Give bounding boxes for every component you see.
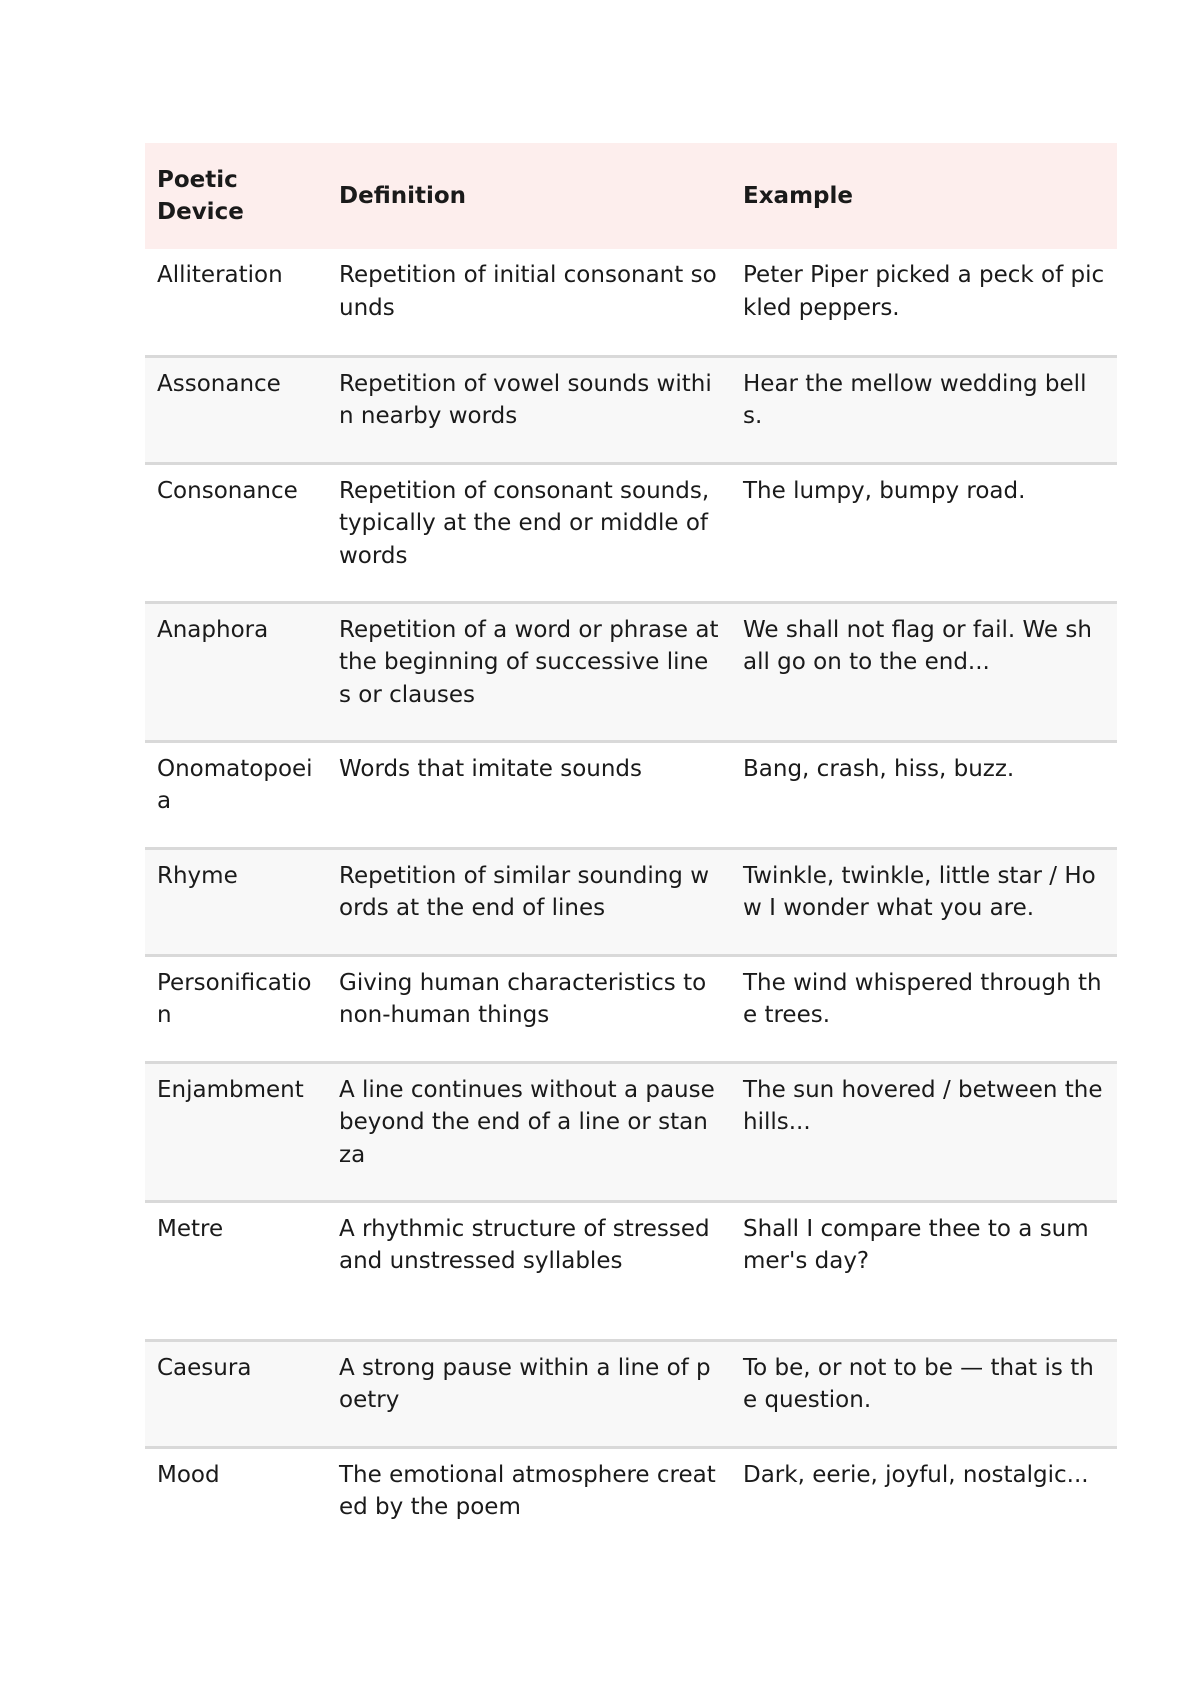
example-cell: The wind whispered through the trees. [731, 955, 1117, 1062]
header-definition: Definition [339, 182, 467, 209]
table-row [145, 1062, 1117, 1201]
table-header-row [145, 143, 1117, 249]
definition-cell: Words that imitate sounds [327, 741, 731, 848]
example-cell: The sun hovered / between the hills... [731, 1062, 1117, 1201]
table-row [145, 463, 1117, 602]
table-row [145, 356, 1117, 463]
example-cell: Peter Piper picked a peck of pickled peppers. [743, 262, 1105, 321]
device-cell: Mood [145, 1447, 327, 1554]
table-row [145, 955, 1117, 1062]
device-cell: Assonance [145, 356, 327, 463]
device-cell: Rhyme [145, 848, 327, 955]
example-cell: Shall I compare thee to a summer's day? [731, 1201, 1117, 1340]
example-cell: The lumpy, bumpy road. [731, 463, 1117, 602]
device-cell: Alliteration [157, 262, 283, 288]
table-row [145, 1201, 1117, 1340]
example-cell: Dark, eerie, joyful, nostalgic... [731, 1447, 1117, 1554]
definition-cell: Repetition of vowel sounds within nearby words [327, 356, 731, 463]
example-cell: We shall not flag or fail. We shall go on to the end... [731, 602, 1117, 741]
example-cell: To be, or not to be — that is the question. [731, 1340, 1117, 1447]
example-cell: Twinkle, twinkle, little star / How I wonder what you are. [731, 848, 1117, 955]
definition-cell: Repetition of similar sounding words at the end of lines [327, 848, 731, 955]
definition-cell: A line continues without a pause beyond the end of a line or stanza [327, 1062, 731, 1201]
device-cell: Metre [145, 1201, 327, 1340]
definition-cell: Repetition of consonant sounds, typically at the end or middle of words [327, 463, 731, 602]
table-row [145, 848, 1117, 955]
table-row [145, 1340, 1117, 1447]
table-row [145, 249, 1117, 356]
device-cell: Enjambment [145, 1062, 327, 1201]
device-cell: Personification [145, 955, 327, 1062]
header-example: Example [743, 182, 853, 209]
table-row [145, 602, 1117, 741]
table-row [145, 741, 1117, 848]
definition-cell: A rhythmic structure of stressed and unstressed syllables [327, 1201, 731, 1340]
definition-cell: Repetition of a word or phrase at the beginning of successive lines or clauses [327, 602, 731, 741]
device-cell: Consonance [145, 463, 327, 602]
header-poetic-device: Poetic Device [157, 166, 244, 225]
device-cell: Onomatopoeia [145, 741, 327, 848]
document-page [145, 143, 1117, 1554]
definition-cell: The emotional atmosphere created by the poem [327, 1447, 731, 1554]
table-row [145, 1447, 1117, 1554]
device-cell: Anaphora [145, 602, 327, 741]
definition-cell: Repetition of initial consonant sounds [339, 262, 717, 321]
poetic-devices-table [145, 143, 1117, 1554]
definition-cell: A strong pause within a line of poetry [327, 1340, 731, 1447]
example-cell: Hear the mellow wedding bells. [731, 356, 1117, 463]
example-cell: Bang, crash, hiss, buzz. [731, 741, 1117, 848]
definition-cell: Giving human characteristics to non-human things [327, 955, 731, 1062]
device-cell: Caesura [145, 1340, 327, 1447]
